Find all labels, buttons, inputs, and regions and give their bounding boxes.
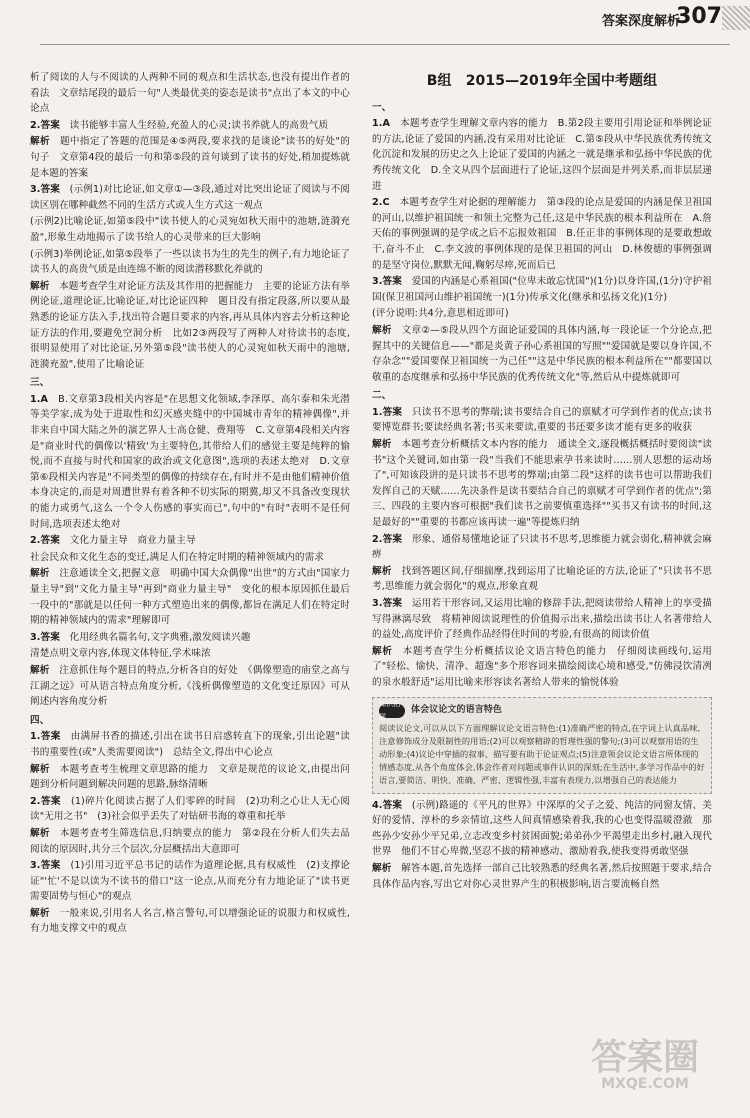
answer-text: 本题考查考生筛选信息,归纳要点的能力 第②段在分析人们失去品阅读的原因时,共分三个层次,分层概括出大意即可 (30, 827, 350, 855)
answer-text: B.文章第3段相关内容是"在思想文化领域,李泽厚、高尔泰和朱光潜等美学家,成为处于进取性和幻灭感夹缝中的中国城市青年的精神偶像",并非来自中国大陆之外的演艺界人士高仓健、费翔等 C.文章第4段相关内容是"商业时代的偶像以'精致'为主要特色,其带给人们的感觉主要是纯粹的愉悦,而不直接与时代和国家的政治或文化意图",选项的表述太绝对 D.文章第⑥段相关内容是"不同类型的偶像的持续存在,有时并不是由他们精神价值本身决定的,而是对周遭世界有着各种不切实际的期冀,却又不具备改变现状的能力或勇气,这么一个令人伤感的事实而已",句中的"有时"表明不是任何时间,选项表述太绝对 (30, 393, 350, 530)
answer-label: 解析 (372, 862, 392, 874)
answer-paragraph (30, 392, 350, 532)
answer-text: 运用若干形容词,又运用比喻的修辞手法,把阅读带给人精神上的享受描写得淋漓尽致 将精神阅读说理性的价值揭示出来,描绘出读书让人名著带给人的益处,高度评价了经典作品经得住时间的考验,有很高的阅读价值 (372, 598, 712, 641)
answer-text: 化用经典名篇名句,文字典雅,激发阅读兴趣 (69, 631, 251, 643)
answer-text: 爱国的内涵是心系祖国("位卑未敢忘忧国")(1分)以身许国,(1分)守护祖国(保卫祖国河山维护祖国统一)(1分)传承文化(继承和弘扬文化)(1分) (372, 276, 712, 303)
answer-paragraph (372, 274, 712, 305)
answer-text: 本题考查分析概括文本内容的能力 通读全文,逐段概括概括时要阅读"读书"这个关键词,如由第一段"当我们不能思索孕书来读时……别人思想的运动场了",可知该段讲的是只读书不思考的弊端;由第二段"这样的读书也可以帮助我们发挥自己的天赋……先决条件是读书要结合自己的禀赋才可学到作者的优点";第三、四段的主要内容可根据"我们读书之前要慎重选择""买书又有读书的时间,这是最好的""重要的书都应该再读一遍"等提炼归纳 (372, 439, 712, 529)
answer-text: 本题考查学生对论证方法及其作用的把握能力 主要的论证方法有举例论证,道理论证,比喻论证,对比论证四种 题目没有指定段落,所以要从最熟悉的论证方法入手,找出符合题目要求的内容,再从具体内容去分析这种论证方法的作用,要避免空洞分析 比如2③两段写了两种人对待读书的态度,很明显使用了对比论证,另外第⑤段"读书使人的心灵宛如秋天雨中的池塘,涟漪充盈",使用了比喻论证 (30, 280, 351, 370)
answer-paragraph (30, 630, 350, 646)
answer-text: 文章②—⑤段从四个方面论证爱国的具体内涵,每一段论证一个分论点,把握其中的关键信息——"都是炎黄子孙心系祖国的写照""爱国就是要以身许国,不存杂念""爱国要保卫祖国统一为己任""这是中华民族的根本利益所在""都要国以敬重的态度继承和弘扬中华民族的优秀传统文化"等,然后从中提炼就即可 (372, 324, 713, 383)
answer-label: 解析 (30, 907, 50, 919)
answer-label: 3.答案 (372, 598, 403, 609)
answer-paragraph (372, 323, 712, 385)
answer-text: (示例2)比喻论证,如第⑤段中"读书使人的心灵宛如秋天雨中的池塘,涟漪充盈",形象生动地揭示了读书给人的心灵带来的巨大影响 (30, 216, 350, 243)
answer-text: 社会民众和文化生态的变迁,满足人们在特定时期的精神领域内的需求 (30, 551, 324, 563)
answer-text: (1)碎片化阅读占据了人们零碎的时间 (2)功利之心让人无心阅读"无用之书" (3)社会似乎丢失了对钻研书海的尊重和托举 (30, 795, 350, 823)
answer-paragraph (30, 247, 350, 278)
answer-label: 1.答案 (30, 731, 61, 743)
answer-text: 文化力量主导 商业力量主导 (69, 535, 196, 547)
answer-paragraph (30, 533, 350, 549)
knowledge-extension-icon: 知识拓展 (379, 704, 405, 718)
right-column (372, 70, 712, 893)
group-b-title: B组 2015—2019年全国中考题组 (426, 73, 658, 89)
answer-paragraph (30, 214, 350, 245)
answer-paragraph (30, 663, 350, 710)
answer-paragraph (30, 646, 350, 662)
answer-text: 本题考查学生理解文章内容的能力 B.第2段主要用引用论证和举例论证的方法,论证了爱国的内涵,没有采用对比论证 C.第⑤段从中华民族优秀传统文化沉淀和发展的历史之久上论证了爱国的内涵之一就是继承和弘扬中华民族的优秀传统文化 D.全文从四个层面进行了论证,这四个层面是并列关系,而非层层递进 (372, 118, 712, 192)
knowledge-extension-title: 体会议论文的语言特色 (411, 705, 503, 716)
section-number: 三、 (30, 377, 50, 389)
answer-label: 1.A (372, 118, 391, 130)
watermark-text: 答案圈 (590, 1036, 699, 1078)
answer-paragraph (30, 826, 350, 857)
answer-paragraph (372, 596, 712, 643)
answer-label: 2.C (372, 197, 390, 209)
answer-label: 2.答案 (30, 119, 60, 131)
header-rule (40, 44, 730, 45)
answer-paragraph (372, 116, 712, 194)
answer-label: 4.答案 (372, 799, 403, 811)
answer-text: 找到答题区间,仔细揣摩,找到运用了比喻论证的方法,论证了"只读书不思考,思维能力就会弱化"的观点,形象直观 (372, 565, 712, 593)
answer-label: 解析 (30, 827, 50, 839)
knowledge-extension-body: 阅读议论文,可以从以下方面理解议论文语言特色:(1)准确严密的特点,在字词上认真品味,注意修饰成分及限制性的用语;(2)可以观察精辟的哲理性强的警句;(3)可以观察用语的生动形象;(4)议论中穿插的叙事、描写要有助于论证观点;(5)注意领会议论文语言所体现的情感态度,从各个角度体会,体会作者对问题或事件认识的深刻;在生活中,多学习作品中的好语言,要简洁、明快、准确、严密、逻辑性强,丰富有表现力,以增强自己的表达能力 (379, 722, 705, 785)
header-decoration (722, 6, 750, 30)
answer-label: 解析 (30, 763, 50, 775)
answer-label: 解析 (372, 645, 393, 657)
answer-label: 2.答案 (30, 535, 60, 547)
answer-label: 3.答案 (30, 631, 60, 643)
answer-paragraph (30, 182, 350, 213)
answer-label: 解析 (30, 568, 50, 580)
answer-label: 解析 (30, 664, 50, 676)
answer-paragraph (372, 437, 712, 531)
answer-text: 形象、通俗易懂地论证了只读书不思考,思维能力就会弱化,精神就会麻痹 (372, 533, 712, 561)
right-column-body (372, 100, 712, 893)
answer-label: 解析 (30, 136, 50, 148)
page-number: 307 (676, 4, 722, 29)
answer-paragraph (30, 794, 350, 825)
answer-text: 注意抓住每个题目的特点,分析各自的好处 《偶像塑造的庙堂之高与江湖之远》可从语言特点角度分析,《浅析偶像塑造的文化变迁原因》可从阐述内容角度分析 (30, 664, 350, 708)
answer-text: (示例3)举例论证,如第⑤段举了一些以读书为生的先生的例子,有力地论证了读书人的高贵气质是由连绵不断的阅读潜移默化养就的 (30, 248, 350, 276)
answer-label: 解析 (30, 280, 50, 292)
answer-text: 注意通读全文,把握文意 明确中国大众偶像"出世"的方式由"国家力量主导"到"文化力量主导"再到"商业力量主导" 变化的根本原因抓住最后一段中的"那就是以任何一种方式塑造出来的偶像,都旨在满足人们在特定时期的精神领域内的需求"理解即可 (30, 568, 350, 627)
answer-text: 本题考查学生对论据的理解能力 第③段的论点是爱国的内涵是保卫祖国的河山,以维护祖国统一和领土完整为己任,这是中华民族的根本利益所在 A.詹天佑的事例强调的是学成之后不忘报效祖国 B.任正非的事例体现的是要敢想敢干,奋斗不止 C.李文波的事例体现的是保卫祖国的河山 D.林俊德的事例强调的是坚守岗位,默默无闻,鞠躬尽瘁,死而后已 (372, 197, 712, 271)
answer-text: 本题考查考生梳理文章思路的能力 文章是规范的议论文,由提出问题到分析问题到解决问题的思路,脉络清晰 (30, 763, 350, 791)
answer-paragraph (30, 566, 350, 628)
answer-text: 解答本题,首先选择一部自己比较熟悉的经典名著,然后按照题干要求,结合具体作品内容,写出它对你心灵世界产生的积极影响,语言要流畅自然 (372, 862, 713, 890)
header-label: 答案深度解析 (601, 14, 680, 29)
answer-label: 解析 (372, 324, 392, 336)
answer-text: 只读书不思考的弊端;读书要结合自己的禀赋才可学到作者的优点;读书要博览群书;要读经典名著;书买来要读,重要的书还要多读才能有更多的收获 (372, 406, 712, 434)
answer-text: (1)引用习近平总书记的话作为道理论据,具有权威性 (2)支撑论证"'忙'不是以读为不读书的借口"这一论点,从而充分有力地论证了"读书更需要固势与恒心"的观点 (30, 860, 350, 903)
answer-text: 题中指定了答题的范围是④⑤两段,要求找的是谈论"读书的好处"的句子 文章第4段的最后一句和第⑤段的首句谈到了读书的好处,稍加提炼就是本题的答案 (30, 136, 350, 179)
answer-paragraph (372, 532, 712, 563)
section-number: 四、 (30, 714, 50, 726)
answer-paragraph (30, 118, 350, 134)
answer-paragraph (372, 798, 712, 860)
answer-paragraph (372, 644, 712, 691)
section-number: 二、 (372, 390, 392, 402)
answer-text: (示例1)对比论证,如文章①—③段,通过对比突出论证了阅读与不阅读区别在哪种截然不同的生活方式或人生方式这一观点 (30, 184, 350, 211)
answer-paragraph (372, 195, 712, 273)
answer-paragraph (372, 564, 712, 595)
answer-label: 1.A (30, 393, 49, 405)
section-number: 一、 (372, 101, 392, 113)
answer-label: 3.答案 (30, 184, 60, 196)
answer-label: 解析 (372, 439, 392, 451)
answer-text: 本题考查学生分析概括议论文语言特色的能力 仔细阅读画线句,运用了"轻松、愉快、清净、超逸"多个形容词来描绘阅读心境和感受,"仿佛浸饮清冽的泉水般舒适"运用比喻来形容读名著给人带来的愉悦体验 (372, 645, 712, 688)
knowledge-extension-header (379, 699, 705, 721)
answer-paragraph (372, 405, 712, 436)
answer-paragraph (30, 762, 350, 793)
watermark-url: MXQE.COM (601, 1076, 689, 1093)
answer-paragraph (372, 306, 712, 322)
answer-text: (评分说明:共4分,意思相近即可) (372, 308, 509, 320)
answer-label: 1.答案 (372, 406, 403, 418)
answer-paragraph (30, 729, 350, 760)
answer-paragraph (30, 279, 350, 373)
answer-label: 2.答案 (372, 533, 403, 545)
answer-text: (示例)路遥的《平凡的世界》中深厚的父子之爱、纯洁的同窗友情、美好的爱情、淳朴的乡亲情谊,这些人间真情感染着我,我的心也变得温暖澄澈 那些孙少安孙少平兄弟,立志改变乡村贫困面貌;弟弟孙少平渴望走出乡村,融入现代世界 他们不甘心卑微,坚忍不拔的精神感动、激励着我,使我变得勇敢坚强 (372, 799, 712, 858)
answer-paragraph (30, 906, 350, 937)
answer-text: 清楚点明文章内容,体现文体特征,学术味浓 (30, 648, 211, 660)
answer-text: 由满屏书香的描述,引出在读书日启惑转直下的现象,引出论题"读书的重要性(或"人类需要阅读") 总结全文,得出中心论点 (30, 731, 350, 758)
watermark-logo (570, 1020, 720, 1110)
answer-paragraph (30, 70, 350, 117)
answer-paragraph (30, 858, 350, 905)
answer-paragraph (30, 134, 350, 181)
answer-label: 解析 (372, 565, 392, 577)
answer-text: 析了阅读的人与不阅读的人两种不同的观点和生活状态,也没有提出作者的看法 文章结尾段的最后一句"人类最优美的姿态是读书"点出了本文的中心论点 (30, 72, 350, 115)
answer-label: 3.答案 (372, 276, 402, 288)
page-header (0, 0, 750, 44)
answer-text: 一般来说,引用名人名言,格言警句,可以增强论证的说服力和权威性,有力地支撑文中的观点 (30, 907, 350, 935)
answer-paragraph (30, 550, 350, 566)
answer-paragraph (372, 861, 712, 892)
answer-label: 3.答案 (30, 860, 61, 872)
left-column (30, 70, 350, 938)
answer-label: 2.答案 (30, 795, 61, 807)
knowledge-extension-box (372, 697, 712, 794)
answer-text: 读书能够丰富人生经验,充盈人的心灵;读书养就人的高贵气质 (69, 119, 329, 131)
